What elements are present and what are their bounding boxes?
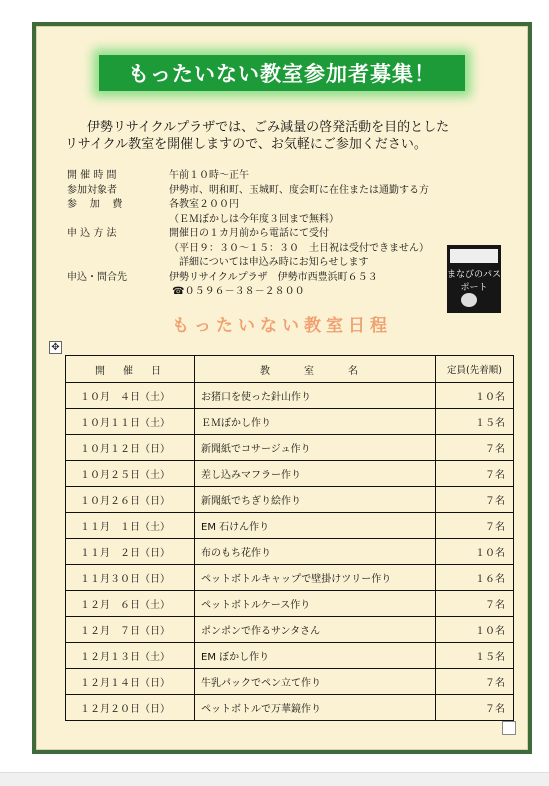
cell-class-name: 新聞紙でちぎり絵作り [195,487,436,513]
info-label: 参 加 費 [67,199,123,210]
info-value: 伊勢リサイクルプラザ 伊勢市西豊浜町６５３ [169,271,378,283]
cell-date: １０月２６日（日） [66,487,195,513]
info-label: 申 込 方 法 [67,228,117,239]
cell-capacity: ７名 [436,513,514,539]
header-class-name: 教 室 名 [195,356,436,383]
cell-date: １１月 １日（土） [66,513,195,539]
table-row [66,461,514,487]
info-value: 詳細については申込み時にお知らせします [169,257,369,268]
table-row [66,695,514,721]
cell-capacity: ７名 [436,669,514,695]
cell-class-name: EM ぼかし作り [195,643,436,669]
cell-class-name: ＥＭぼかし作り [195,409,436,435]
title-banner [99,55,465,91]
cell-class-name: ポンポンで作るサンタさん [195,617,436,643]
document-page [36,26,528,750]
cell-capacity: ７名 [436,487,514,513]
info-row [67,227,429,242]
cell-date: １０月１１日（土） [66,409,195,435]
info-row [67,256,429,271]
cell-class-name: 布のもち花作り [195,539,436,565]
cell-class-name: EM 石けん作り [195,513,436,539]
table-row [66,487,514,513]
cell-class-name: お猪口を使った針山作り [195,383,436,409]
table-move-handle-icon[interactable]: ✥ [49,341,62,354]
info-value: ☎０５９６－３８－２８００ [169,286,305,297]
document-frame [32,22,532,754]
cell-capacity: ７名 [436,435,514,461]
info-label: 参加対象者 [67,184,117,196]
info-label: 開 催 時 間 [67,170,117,181]
info-value: （平日９：３０～１５：３０ 土日祝は受付できません） [169,242,429,254]
table-row [66,643,514,669]
info-value: 開催日の１カ月前から電話にて受付 [169,228,329,239]
table-row [66,565,514,591]
intro-line-1: 伊勢リサイクルプラザでは、ごみ減量の啓発活動を目的とした [87,120,450,135]
info-value: 伊勢市、明和町、玉城町、度会町に在住または通勤する方 [169,184,429,196]
cell-class-name: ペットボトルケース作り [195,591,436,617]
cell-date: １０月 ４日（土） [66,383,195,409]
cell-date: １０月２５日（土） [66,461,195,487]
cell-capacity: １５名 [436,643,514,669]
mascot-icon [461,293,477,307]
info-row [67,271,429,286]
intro-line-2: リサイクル教室を開催しますので、お気軽にご参加ください。 [65,137,427,152]
stamp-caption-box [450,249,498,263]
cell-class-name: ペットボトルキャップで壁掛けツリー作り [195,565,436,591]
info-row [67,242,429,257]
info-label [67,213,169,228]
info-row [67,198,429,213]
table-row [66,513,514,539]
intro-text [65,119,505,153]
header-date: 開 催 日 [66,356,195,383]
cell-capacity: １５名 [436,409,514,435]
schedule-title: もったいない教室日程 [172,316,392,336]
cell-capacity: １０名 [436,383,514,409]
cell-capacity: １０名 [436,617,514,643]
info-label [67,256,169,271]
table-row [66,669,514,695]
info-label [67,242,169,257]
table-header-row [66,356,514,383]
cell-date: １１月 ２日（日） [66,539,195,565]
table-row [66,617,514,643]
info-label [67,285,169,300]
table-row [66,383,514,409]
cell-capacity: ７名 [436,695,514,721]
table-row [66,539,514,565]
cell-capacity: ７名 [436,591,514,617]
header-capacity: 定員(先着順) [436,356,514,383]
info-label: 申込・問合先 [67,271,127,283]
info-row [67,184,429,199]
cell-capacity: １６名 [436,565,514,591]
table-row [66,409,514,435]
table-resize-handle[interactable] [502,721,516,735]
info-row [67,213,429,228]
cell-date: １２月１４日（日） [66,669,195,695]
cell-class-name: 新聞紙でコサージュ作り [195,435,436,461]
cell-capacity: １０名 [436,539,514,565]
info-row [67,285,429,300]
info-value: （ＥＭぼかしは今年度３回まで無料） [169,213,339,225]
cell-date: １０月１２日（日） [66,435,195,461]
window-bottom-bar [0,772,549,786]
info-row [67,169,429,184]
cell-date: １１月３０日（日） [66,565,195,591]
info-value: 午前１０時～正午 [169,170,249,181]
page-title: もったいない教室参加者募集！ [128,62,436,86]
cell-date: １２月１３日（土） [66,643,195,669]
table-row [66,435,514,461]
cell-date: １２月２０日（日） [66,695,195,721]
cell-capacity: ７名 [436,461,514,487]
schedule-table [65,355,514,721]
cell-date: １２月 ７日（日） [66,617,195,643]
info-value: 各教室２００円 [169,199,239,210]
cell-date: １２月 ６日（土） [66,591,195,617]
event-info [67,169,429,300]
stamp-text: まなびのパスポート [447,270,502,293]
cell-class-name: 差し込みマフラー作り [195,461,436,487]
table-row [66,591,514,617]
passport-stamp-image [447,245,501,313]
cell-class-name: ペットボトルで万華鏡作り [195,695,436,721]
cell-class-name: 牛乳パックでペン立て作り [195,669,436,695]
